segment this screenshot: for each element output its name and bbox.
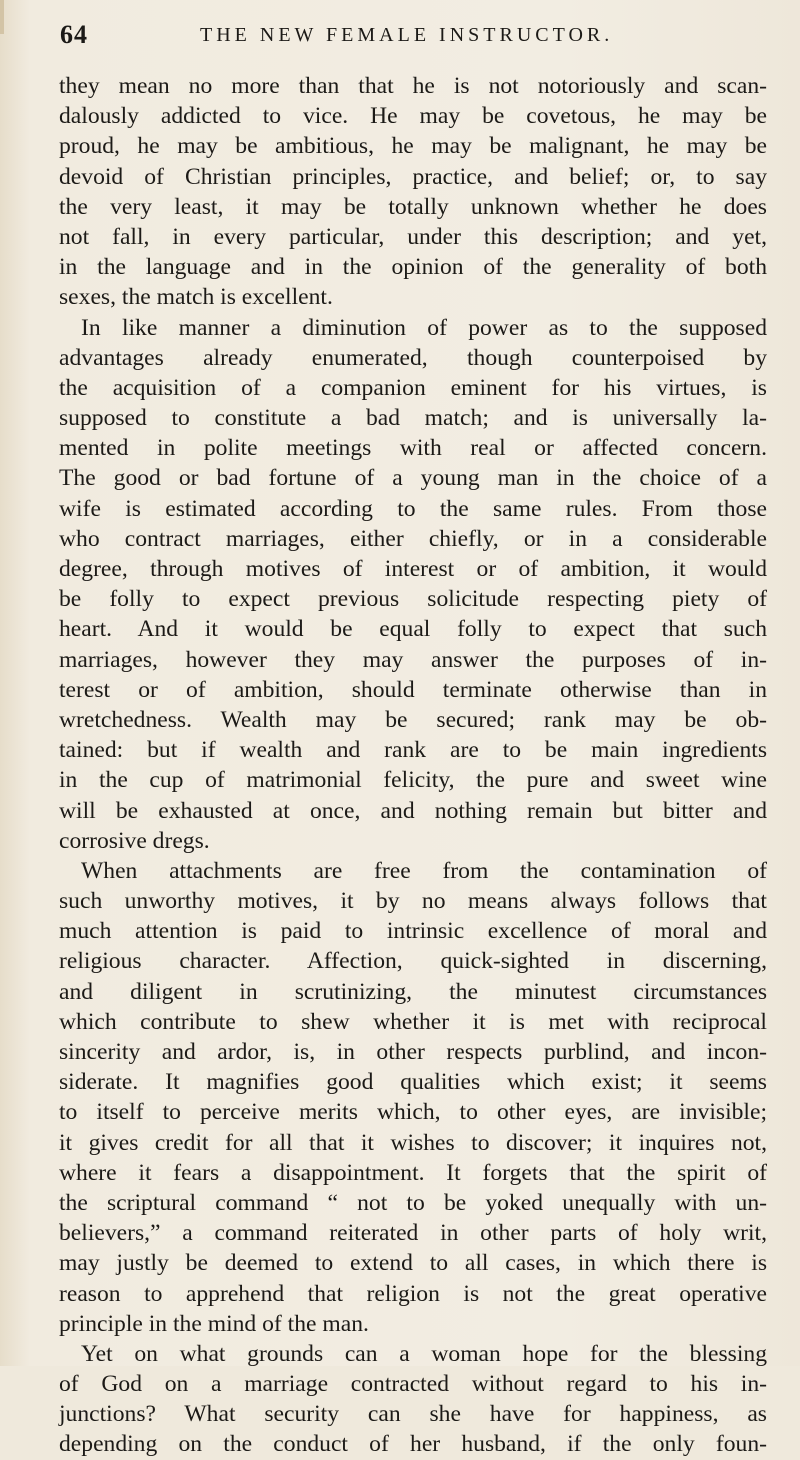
text-line: it gives credit for all that it wishes to discover; it inquires not, bbox=[59, 1129, 767, 1156]
text-line: believers,” a command reiterated in other parts of holy writ, bbox=[59, 1220, 767, 1247]
paragraph-start-line: Yet on what grounds can a woman hope for the blessing bbox=[81, 1340, 767, 1367]
text-line: The good or bad fortune of a young man in the choice of a bbox=[59, 465, 767, 492]
text-line: much attention is paid to intrinsic excellence of moral and bbox=[59, 918, 767, 945]
text-line: the acquisition of a companion eminent for his virtues, is bbox=[59, 374, 767, 401]
paragraph-start-line: In like manner a diminution of power as to the supposed bbox=[81, 314, 767, 341]
text-line: mented in polite meetings with real or affected concern. bbox=[59, 435, 767, 462]
text-line: in the language and in the opinion of the generality of both bbox=[59, 254, 767, 281]
text-line: junctions? What security can she have for happiness, as bbox=[59, 1401, 767, 1428]
text-line: marriages, however they may answer the purposes of in- bbox=[59, 646, 767, 673]
text-line: principle in the mind of the man. bbox=[59, 1310, 369, 1337]
text-line: terest or of ambition, should terminate otherwise than in bbox=[59, 676, 767, 703]
text-line: where it fears a disappointment. It forgets that the spirit of bbox=[59, 1159, 767, 1186]
text-line: which contribute to shew whether it is met with reciprocal bbox=[59, 1008, 767, 1035]
text-line: depending on the conduct of her husband, if the only foun- bbox=[59, 1431, 767, 1458]
text-line: siderate. It magnifies good qualities which exist; it seems bbox=[59, 1069, 767, 1096]
text-line: in the cup of matrimonial felicity, the pure and sweet wine bbox=[59, 767, 767, 794]
text-line: religious character. Affection, quick-sighted in discerning, bbox=[59, 948, 767, 975]
text-line: degree, through motives of interest or of ambition, it would bbox=[59, 556, 767, 582]
text-line: wretchedness. Wealth may be secured; rank may be ob- bbox=[59, 706, 767, 733]
text-line: proud, he may be ambitious, he may be malignant, he may be bbox=[59, 133, 767, 160]
text-line: the scriptural command “ not to be yoked unequally with un- bbox=[59, 1189, 767, 1216]
text-line: who contract marriages, either chiefly, or in a considerable bbox=[59, 525, 767, 552]
text-line: of God on a marriage contracted without regard to his in- bbox=[59, 1371, 767, 1398]
text-line: and diligent in scrutinizing, the minutest circumstances bbox=[59, 978, 767, 1005]
text-line: not fall, in every particular, under this description; and yet, bbox=[59, 223, 767, 250]
text-line: reason to apprehend that religion is not the great operative bbox=[59, 1280, 767, 1307]
text-line: may justly be deemed to extend to all cases, in which there is bbox=[59, 1250, 767, 1277]
binding-edge bbox=[0, 0, 4, 34]
text-line: wife is estimated according to the same rules. From those bbox=[59, 495, 767, 522]
body-text bbox=[59, 71, 767, 1458]
text-line: the very least, it may be totally unknown whether he does bbox=[59, 193, 767, 220]
paragraph-start-line: When attachments are free from the contamination of bbox=[81, 857, 767, 884]
text-line: to itself to perceive merits which, to other eyes, are invisible; bbox=[59, 1099, 767, 1126]
text-line: dalously addicted to vice. He may be covetous, he may be bbox=[59, 103, 767, 130]
text-line: tained: but if wealth and rank are to be main ingredients bbox=[59, 737, 767, 764]
text-line: supposed to constitute a bad match; and is universally la- bbox=[59, 405, 767, 432]
page-number: 64 bbox=[60, 20, 88, 49]
text-line: corrosive dregs. bbox=[59, 827, 210, 854]
text-line: devoid of Christian principles, practice, and belief; or, to say bbox=[59, 163, 767, 190]
running-title: THE NEW FEMALE INSTRUCTOR. bbox=[200, 24, 614, 46]
text-line: sexes, the match is excellent. bbox=[59, 284, 333, 311]
text-line: they mean no more than that he is not notoriously and scan- bbox=[59, 73, 767, 99]
page-header bbox=[60, 20, 760, 54]
text-line: be folly to expect previous solicitude respecting piety of bbox=[59, 586, 767, 613]
text-line: sincerity and ardor, is, in other respects purblind, and incon- bbox=[59, 1039, 767, 1065]
text-line: will be exhausted at once, and nothing remain but bitter and bbox=[59, 797, 767, 824]
text-line: such unworthy motives, it by no means always follows that bbox=[59, 888, 767, 915]
text-line: heart. And it would be equal folly to expect that such bbox=[59, 616, 767, 643]
text-line: advantages already enumerated, though counterpoised by bbox=[59, 344, 767, 371]
